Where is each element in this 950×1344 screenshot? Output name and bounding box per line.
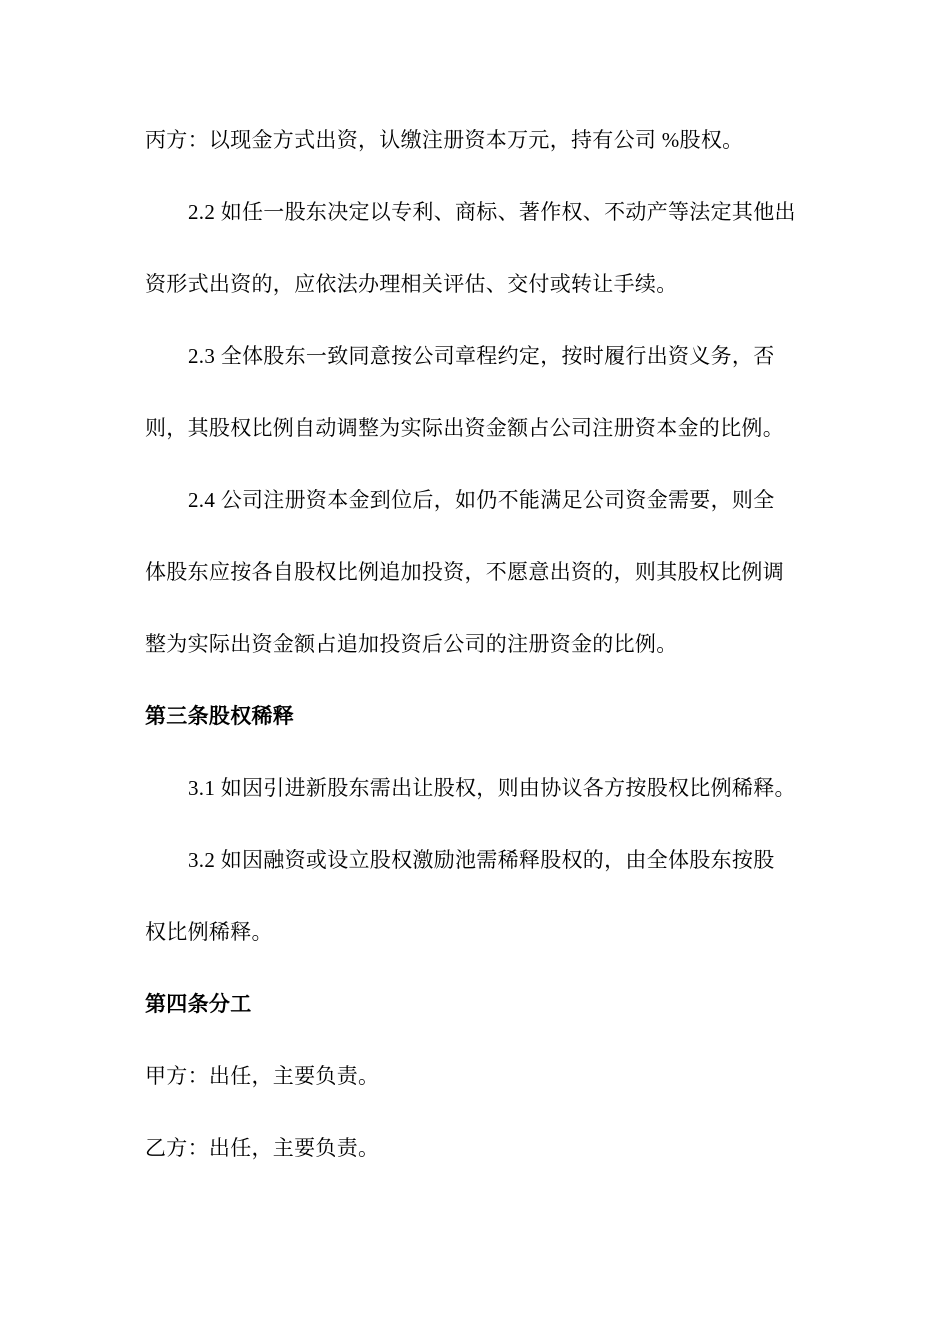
clause-3-2-line-1: 3.2 如因融资或设立股权激励池需稀释股权的，由全体股东按股 (188, 848, 775, 872)
clause-2-2-line-2: 资形式出资的，应依法办理相关评估、交付或转让手续。 (145, 272, 678, 296)
clause-2-4-line-2: 体股东应按各自股权比例追加投资，不愿意出资的，则其股权比例调 (145, 560, 784, 584)
clause-2-3-line-2: 则，其股权比例自动调整为实际出资金额占公司注册资本金的比例。 (145, 416, 784, 440)
clause-2-2-line-1: 2.2 如任一股东决定以专利、商标、著作权、不动产等法定其他出 (188, 200, 796, 224)
clause-2-4-line-3: 整为实际出资金额占追加投资后公司的注册资金的比例。 (145, 632, 678, 656)
article-3-heading: 第三条股权稀释 (145, 704, 295, 728)
clause-2-3-line-1: 2.3 全体股东一致同意按公司章程约定，按时履行出资义务，否 (188, 344, 775, 368)
article-4-heading: 第四条分工 (145, 992, 252, 1016)
party-a-duty-line: 甲方：出任，主要负责。 (145, 1064, 380, 1088)
clause-2-4-line-1: 2.4 公司注册资本金到位后，如仍不能满足公司资金需要，则全 (188, 488, 775, 512)
party-b-duty-line: 乙方：出任，主要负责。 (145, 1136, 380, 1160)
clause-3-1-line-1: 3.1 如因引进新股东需出让股权，则由协议各方按股权比例稀释。 (188, 776, 796, 800)
clause-3-2-line-2: 权比例稀释。 (145, 920, 273, 944)
document-page (145, 104, 810, 1184)
party-c-contribution-line: 丙方：以现金方式出资，认缴注册资本万元，持有公司 %股权。 (145, 128, 744, 152)
